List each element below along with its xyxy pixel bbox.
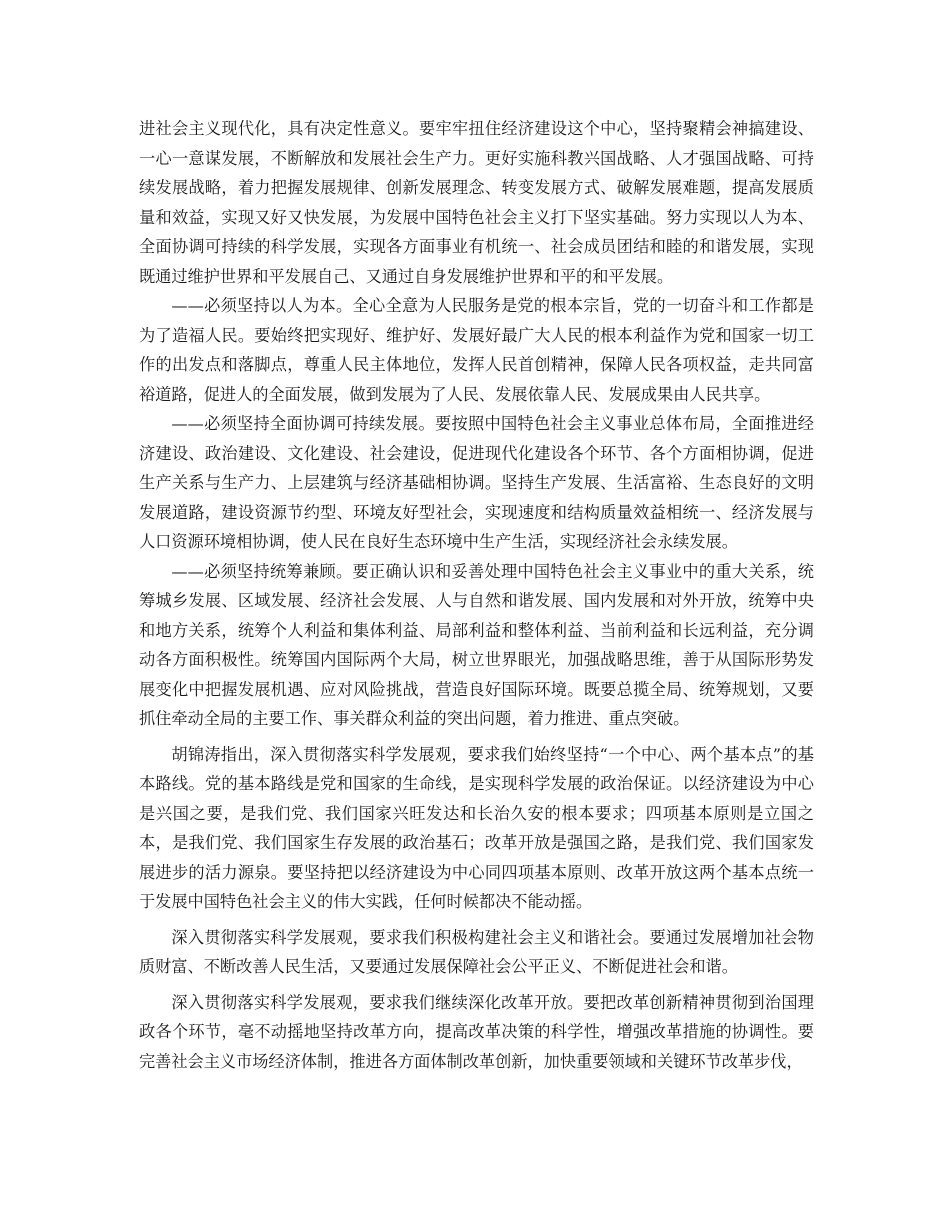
paragraph-reform-opening: 深入贯彻落实科学发展观，要求我们继续深化改革开放。要把改革创新精神贯彻到治国理政各个环节，毫不动摇地坚持改革方向，提高改革决策的科学性，增强改革措施的协调性。要完善社会主义市场经济体制，推进各方面体制改革创新，加快重要领域和关键环节改革步伐， xyxy=(139,992,814,1071)
paragraph-continued: 进社会主义现代化，具有决定性意义。要牢牢扭住经济建设这个中心，坚持聚精会神搞建设、一心一意谋发展，不断解放和发展社会生产力。更好实施科教兴国战略、人才强国战略、可持续发展战略，着力把握发展规律、创新发展理念、转变发展方式、破解发展难题，提高发展质量和效益，实现又好又快发展，为发展中国特色社会主义打下坚实基础。努力实现以人为本、全面协调可持续的科学发展，实现各方面事业有机统一、社会成员团结和睦的和谐发展，实现既通过维护世界和平发展自己、又通过自身发展维护世界和平的和平发展。 xyxy=(139,119,814,286)
paragraph-overall-planning: ——必须坚持统筹兼顾。要正确认识和妥善处理中国特色社会主义事业中的重大关系，统筹城乡发展、区域发展、经济社会发展、人与自然和谐发展、国内发展和对外开放，统筹中央和地方关系，统筹个人利益和集体利益、局部利益和整体利益、当前利益和长远利益，充分调动各方面积极性。统筹国内国际两个大局，树立世界眼光，加强战略思维，善于从国际形势发展变化中把握发展机遇、应对风险挑战，营造良好国际环境。既要总揽全局、统筹规划，又要抓住牵动全局的主要工作、事关群众利益的突出问题，着力推进、重点突破。 xyxy=(139,561,814,728)
paragraph-people-centered: ——必须坚持以人为本。全心全意为人民服务是党的根本宗旨，党的一切奋斗和工作都是为了造福人民。要始终把实现好、维护好、发展好最广大人民的根本利益作为党和国家一切工作的出发点和落脚点，尊重人民主体地位，发挥人民首创精神，保障人民各项权益，走共同富裕道路，促进人的全面发展，做到发展为了人民、发展依靠人民、发展成果由人民共享。 xyxy=(139,296,814,404)
paragraph-harmonious-society: 深入贯彻落实科学发展观，要求我们积极构建社会主义和谐社会。要通过发展增加社会物质财富、不断改善人民生活，又要通过发展保障社会公平正义、不断促进社会和谐。 xyxy=(139,927,814,976)
document-page xyxy=(139,114,814,1076)
paragraph-basic-line: 胡锦涛指出，深入贯彻落实科学发展观，要求我们始终坚持“一个中心、两个基本点”的基本路线。党的基本路线是党和国家的生命线，是实现科学发展的政治保证。以经济建设为中心是兴国之要，是我们党、我们国家兴旺发达和长治久安的根本要求；四项基本原则是立国之本，是我们党、我们国家生存发展的政治基石；改革开放是强国之路，是我们党、我们国家发展进步的活力源泉。要坚持把以经济建设为中心同四项基本原则、改革开放这两个基本点统一于发展中国特色社会主义的伟大实践，任何时候都决不能动摇。 xyxy=(139,744,814,911)
paragraph-sustainable-development: ——必须坚持全面协调可持续发展。要按照中国特色社会主义事业总体布局，全面推进经济建设、政治建设、文化建设、社会建设，促进现代化建设各个环节、各个方面相协调，促进生产关系与生产力、上层建筑与经济基础相协调。坚持生产发展、生活富裕、生态良好的文明发展道路，建设资源节约型、环境友好型社会，实现速度和结构质量效益相统一、经济发展与人口资源环境相协调，使人民在良好生态环境中生产生活，实现经济社会永续发展。 xyxy=(139,414,814,551)
